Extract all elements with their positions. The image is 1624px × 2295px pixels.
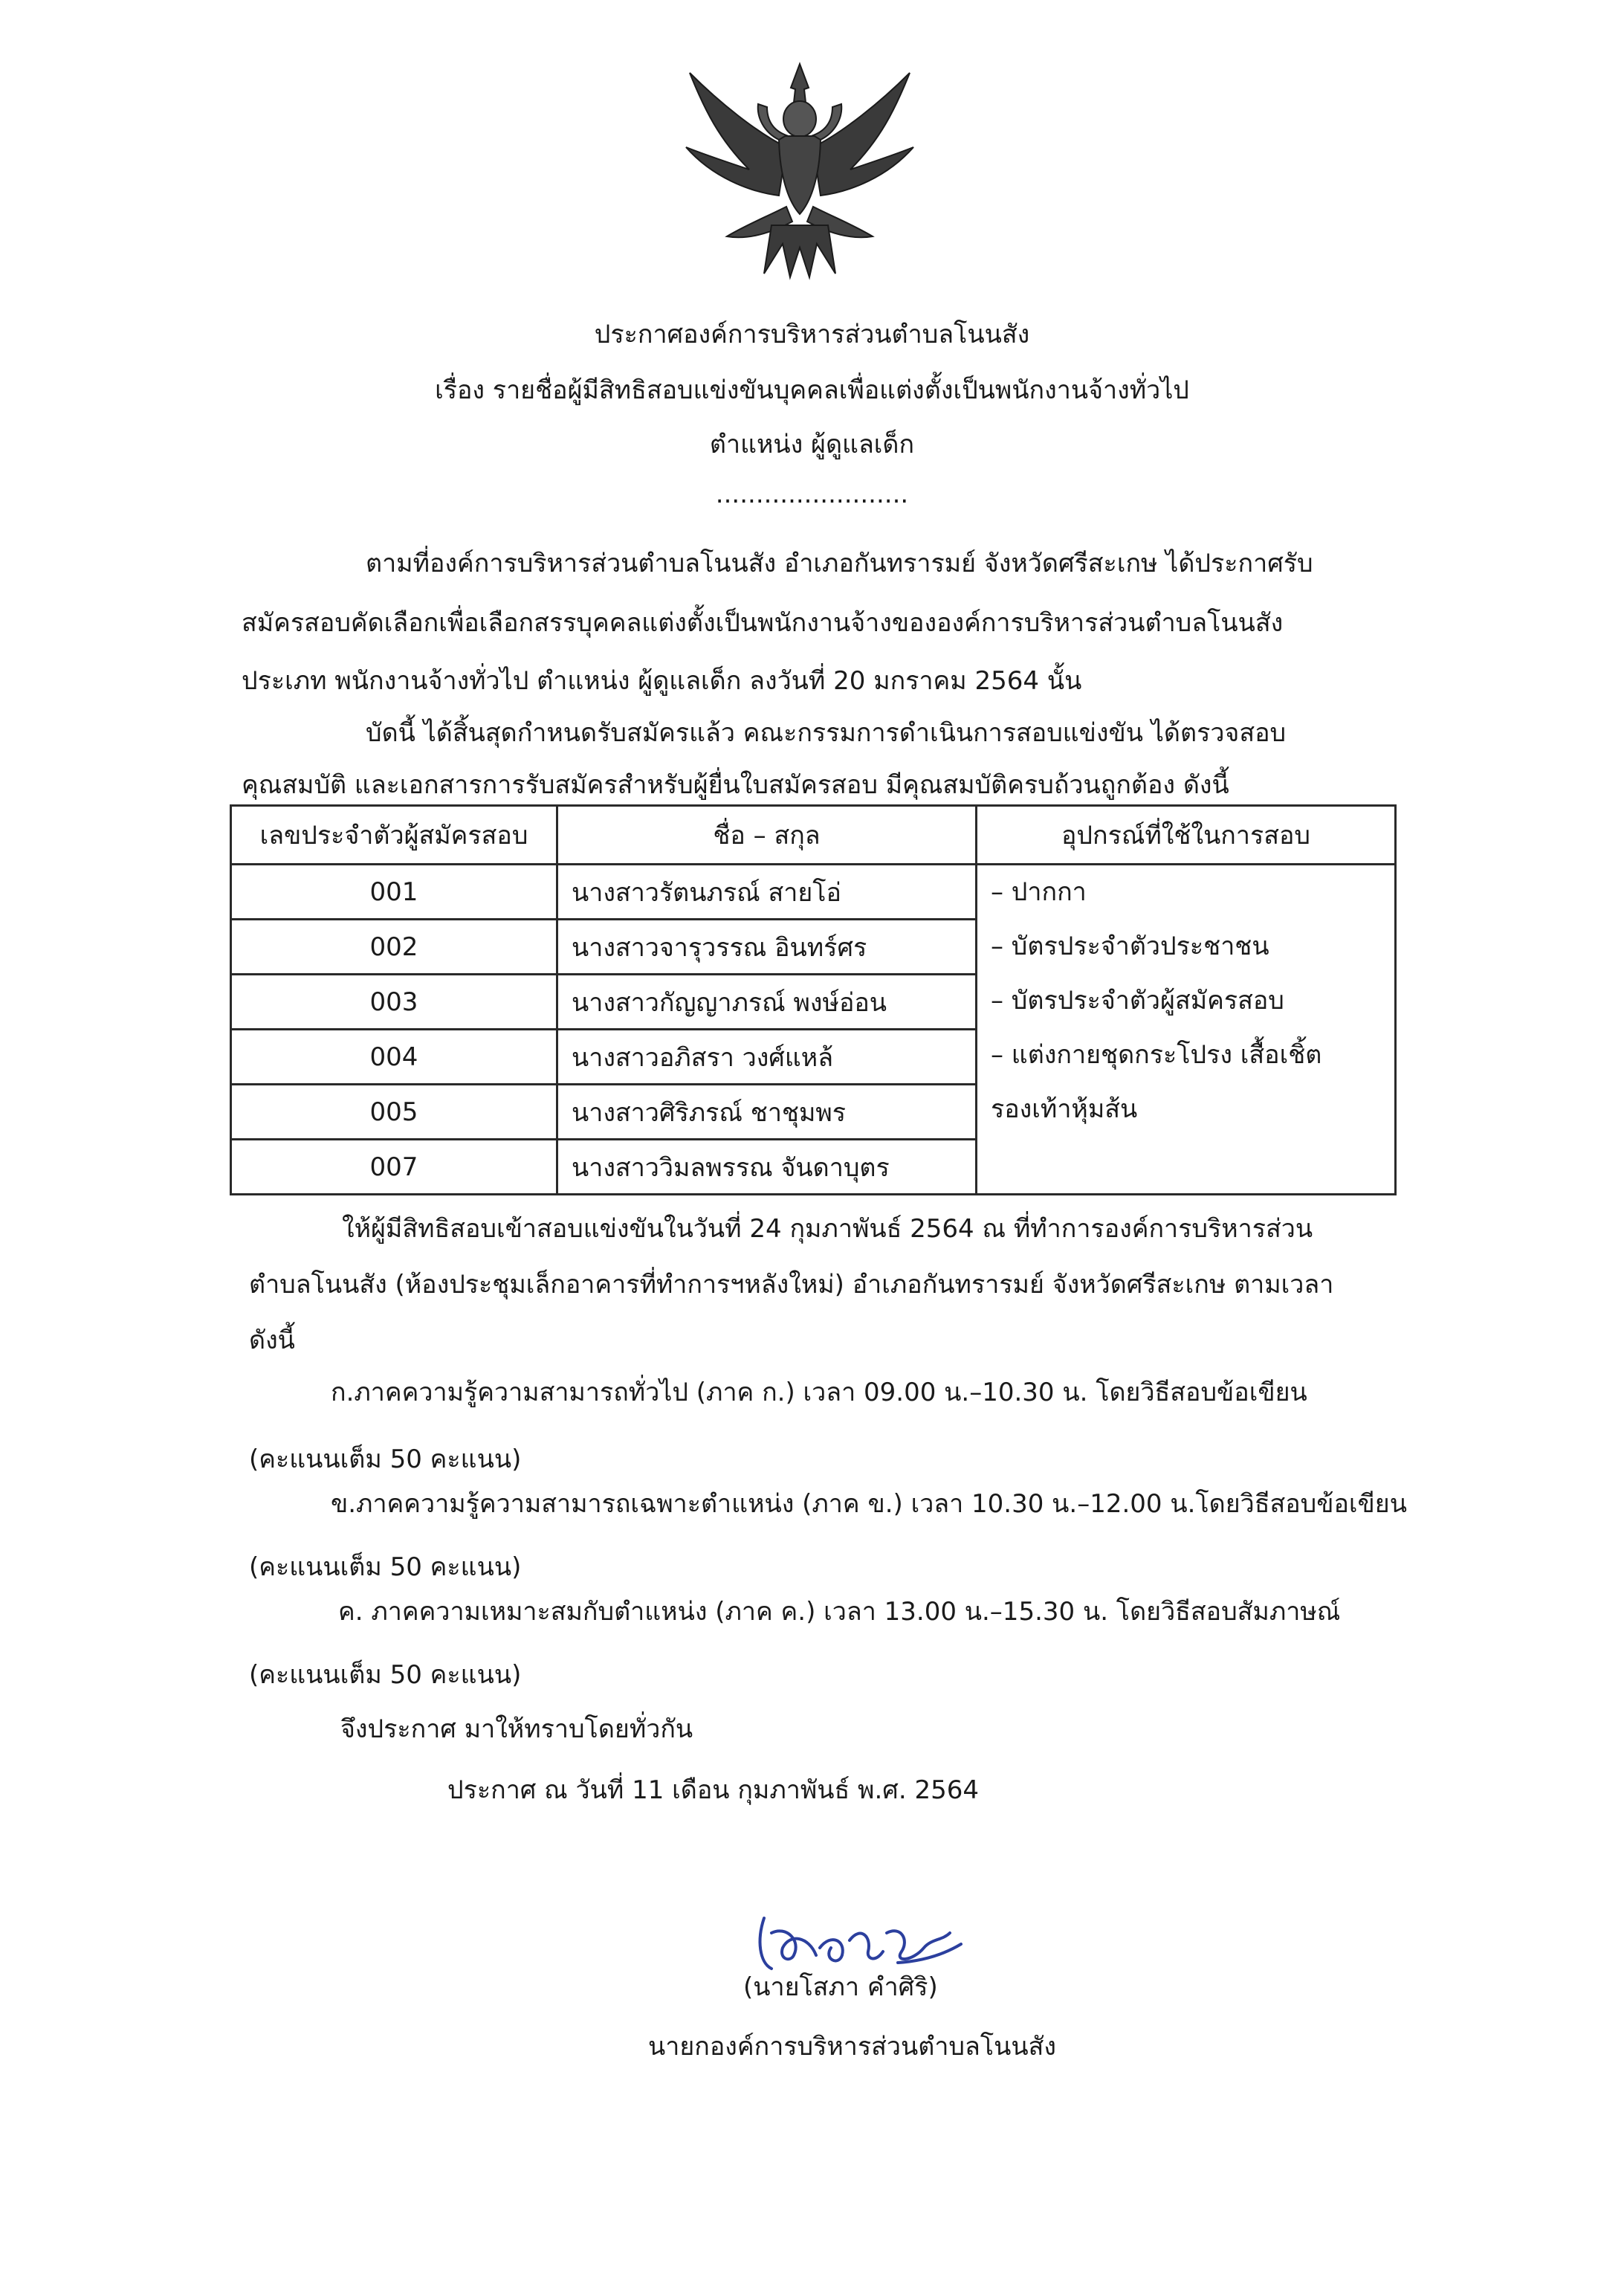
signer-title: นายกองค์การบริหารส่วนตำบลโนนสัง [648, 2032, 1056, 2062]
candidate-id: 005 [231, 1085, 557, 1140]
exam-part-a-score: (คะแนนเต็ม 50 คะแนน) [249, 1445, 522, 1474]
candidate-name: นางสาวกัญญาภรณ์ พงษ์อ่อน [557, 975, 977, 1030]
equipment-item: – บัตรประจำตัวประชาชน [991, 932, 1269, 961]
exam-part-b-score: (คะแนนเต็ม 50 คะแนน) [249, 1552, 522, 1582]
equipment-list [977, 865, 1396, 1195]
candidate-name: นางสาวรัตนภรณ์ สายโอ่ [557, 865, 977, 920]
signer-name: (นายโสภา คำศิริ) [743, 1972, 938, 2002]
exam-part-b: ข.ภาคความรู้ความสามารถเฉพาะตำแหน่ง (ภาค ข.) เวลา 10.30 น.–12.00 น.โดยวิธีสอบข้อเขียน [331, 1489, 1407, 1519]
equipment-item: – ปากกา [991, 877, 1087, 907]
candidate-name: นางสาววิมลพรรณ จันดาบุตร [557, 1140, 977, 1195]
intro-line: ประเภท พนักงานจ้างทั่วไป ตำแหน่ง ผู้ดูแลเด็ก ลงวันที่ 20 มกราคม 2564 นั้น [242, 666, 1082, 696]
exam-part-c-score: (คะแนนเต็ม 50 คะแนน) [249, 1660, 522, 1690]
intro-line: คุณสมบัติ และเอกสารการรับสมัครสำหรับผู้ยื่นใบสมัครสอบ มีคุณสมบัติครบถ้วนถูกต้อง ดังนี้ [242, 770, 1229, 800]
candidate-table [230, 804, 1397, 1195]
exam-line: ดังนี้ [249, 1326, 295, 1355]
equipment-item: – แต่งกายชุดกระโปรง เสื้อเชิ้ต [991, 1040, 1322, 1070]
column-header-name: ชื่อ – สกุล [557, 806, 977, 865]
exam-part-a: ก.ภาคความรู้ความสามารถทั่วไป (ภาค ก.) เวลา 09.00 น.–10.30 น. โดยวิธีสอบข้อเขียน [331, 1378, 1307, 1407]
equipment-item: รองเท้าหุ้มส้น [991, 1094, 1138, 1124]
document-subject: เรื่อง รายชื่อผู้มีสิทธิสอบแข่งขันบุคคลเพื่อแต่งตั้งเป็นพนักงานจ้างทั่วไป [435, 375, 1189, 405]
candidate-id: 001 [231, 865, 557, 920]
equipment-item: – บัตรประจำตัวผู้สมัครสอบ [991, 986, 1284, 1016]
intro-line: สมัครสอบคัดเลือกเพื่อเลือกสรรบุคคลแต่งตั้งเป็นพนักงานจ้างขององค์การบริหารส่วนตำบลโนนสัง [242, 608, 1284, 638]
candidate-name: นางสาวศิริภรณ์ ชาชุมพร [557, 1085, 977, 1140]
candidate-name: นางสาวอภิสรา วงศ์แหล้ [557, 1030, 977, 1085]
exam-line: ตำบลโนนสัง (ห้องประชุมเล็กอาคารที่ทำการฯหลังใหม่) อำเภอกันทรารมย์ จังหวัดศรีสะเกษ ตามเวลา [249, 1270, 1334, 1300]
garuda-emblem-icon [675, 58, 925, 281]
table-row [231, 865, 1396, 920]
table-header-row [231, 806, 1396, 865]
header-separator: ........................ [715, 480, 909, 509]
document-title: ประกาศองค์การบริหารส่วนตำบลโนนสัง [594, 320, 1030, 349]
intro-line: ตามที่องค์การบริหารส่วนตำบลโนนสัง อำเภอกันทรารมย์ จังหวัดศรีสะเกษ ได้ประกาศรับ [366, 549, 1313, 578]
exam-part-c: ค. ภาคความเหมาะสมกับตำแหน่ง (ภาค ค.) เวลา 13.00 น.–15.30 น. โดยวิธีสอบสัมภาษณ์ [338, 1597, 1341, 1627]
candidate-name: นางสาวจารุวรรณ อินทร์ศร [557, 920, 977, 975]
candidate-id: 007 [231, 1140, 557, 1195]
column-header-id: เลขประจำตัวผู้สมัครสอบ [231, 806, 557, 865]
intro-line: บัดนี้ ได้สิ้นสุดกำหนดรับสมัครแล้ว คณะกรรมการดำเนินการสอบแข่งขัน ได้ตรวจสอบ [366, 718, 1287, 748]
column-header-equipment: อุปกรณ์ที่ใช้ในการสอบ [977, 806, 1396, 865]
closing-announce: จึงประกาศ มาให้ทราบโดยทั่วกัน [340, 1714, 693, 1744]
candidate-id: 003 [231, 975, 557, 1030]
document-position: ตำแหน่ง ผู้ดูแลเด็ก [709, 430, 915, 459]
exam-line: ให้ผู้มีสิทธิสอบเข้าสอบแข่งขันในวันที่ 24 กุมภาพันธ์ 2564 ณ ที่ทำการองค์การบริหารส่วน [342, 1214, 1313, 1244]
announce-date: ประกาศ ณ วันที่ 11 เดือน กุมภาพันธ์ พ.ศ. 2564 [447, 1775, 979, 1805]
candidate-id: 004 [231, 1030, 557, 1085]
candidate-id: 002 [231, 920, 557, 975]
